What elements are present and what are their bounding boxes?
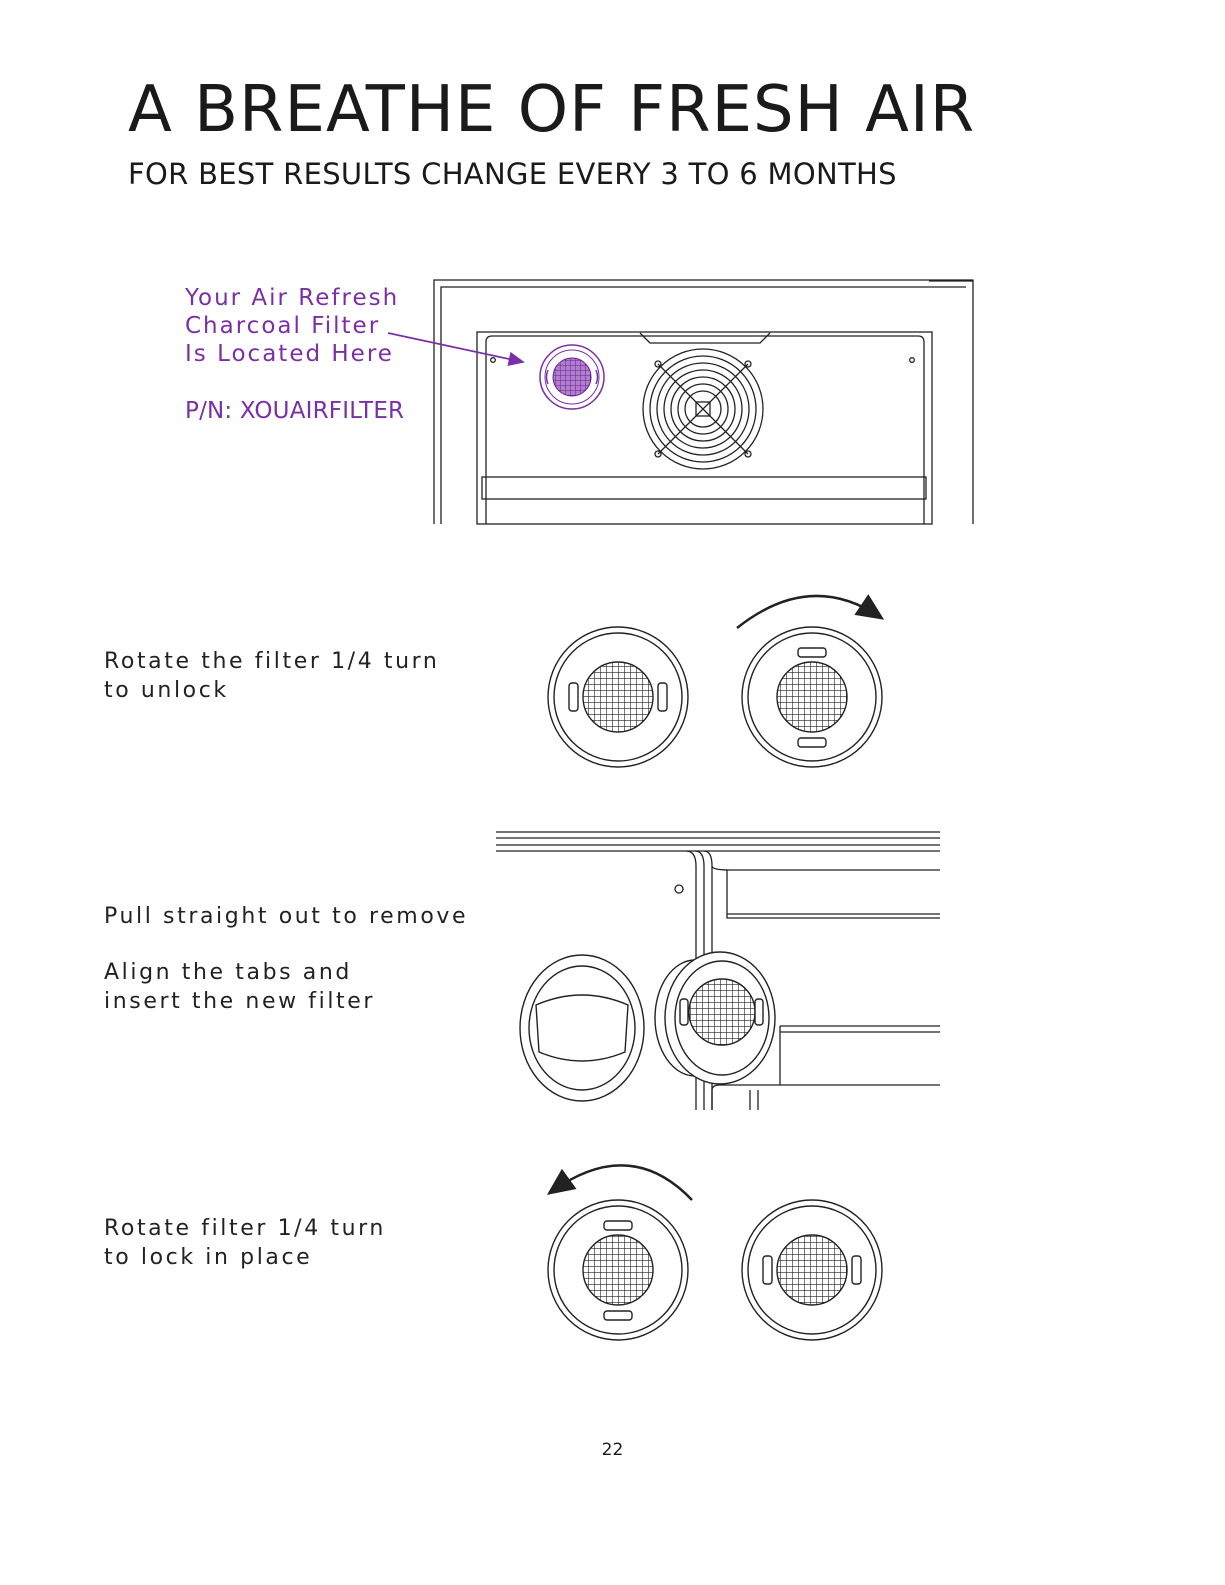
step-line: Pull straight out to remove [104,904,469,929]
cabinet-interior [496,832,940,1110]
new-filter-icon [655,952,775,1084]
filter-unlocked-icon [742,627,882,767]
step-line: Rotate the filter 1/4 turn [104,649,440,674]
clockwise-arrow-icon [737,596,880,628]
page-title: A BREATHE OF FRESH AIR [128,73,976,147]
page-number: 22 [601,1440,624,1460]
step-line: Rotate filter 1/4 turn [104,1216,386,1241]
callout-line: Is Located Here [185,341,394,367]
filter-location-callout [185,284,404,425]
step-insert-text [104,958,375,1016]
filter-locked-final-icon [742,1200,882,1340]
filter-location-icon [540,345,604,409]
callout-line: Charcoal Filter [185,313,381,339]
callout-arrow [388,333,523,362]
step-unlock-text [104,647,439,705]
step-line: insert the new filter [104,989,376,1014]
step-line: to unlock [104,678,229,703]
callout-line: Your Air Refresh [185,285,400,311]
part-number: P/N: XOUAIRFILTER [185,398,405,424]
cabinet-outline [434,280,973,524]
step-lock-text [104,1214,386,1272]
filter-locked-icon [548,627,688,767]
step-line: Align the tabs and [104,960,352,985]
fan-icon [643,349,763,469]
removed-filter-ring-icon [520,955,644,1101]
step-remove-text [104,902,468,931]
counterclockwise-arrow-icon [551,1165,692,1200]
filter-inserted-icon [548,1200,688,1340]
page-subtitle: FOR BEST RESULTS CHANGE EVERY 3 TO 6 MONTHS [128,157,897,191]
step-line: to lock in place [104,1245,313,1270]
